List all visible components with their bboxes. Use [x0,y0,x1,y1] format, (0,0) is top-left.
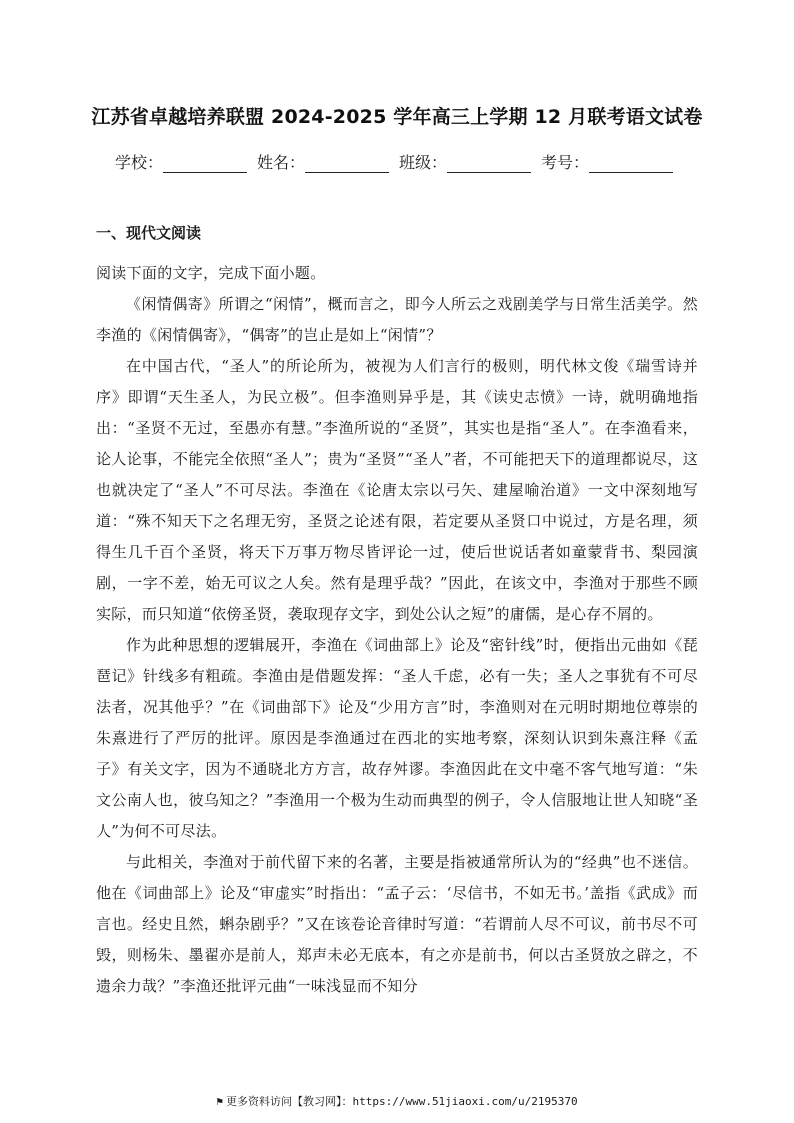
name-field[interactable] [257,150,395,173]
student-info-row [0,150,794,173]
school-field[interactable] [115,150,253,173]
paragraph-1: 《闲情偶寄》所谓之“闲情”，概而言之，即今人所云之戏剧美学与日常生活美学。然李渔的《闲情偶寄》，“偶寄”的岂止是如上“闲情”？ [96,295,698,344]
class-field[interactable] [399,150,537,173]
footer-link[interactable] [0,1093,794,1109]
paragraph-2: 在中国古代，“圣人”的所论所为，被视为人们言行的极则，明代林文俊《瑞雪诗并序》即谓“天生圣人，为民立极”。但李渔则异乎是，其《读史志愤》一诗，就明确地指出：“圣贤不无过，至愚亦有慧。”李渔所说的“圣贤”，其实也是指“圣人”。在李渔看来，论人论事，不能完全依照“圣人”；贵为“圣贤”“圣人”者，不可能把天下的道理都说尽，这也就决定了“圣人”不可尽法。李渔在《论唐太宗以弓矢、建屋喻治道》一文中深刻地写道：“殊不知天下之名理无穷，圣贤之论述有限，若定要从圣贤口中说过，方是名理，须得生几千百个圣贤，将天下万事万物尽皆评论一过，使后世说话者如童蒙背书、梨园演剧，一字不差，始无可议之人矣。然有是理乎哉？”因此，在该文中，李渔对于那些不顾实际，而只知道“依傍圣贤，袭取现存文字，到处公认之短”的庸儒，是心存不屑的。 [96,357,698,623]
exam-number-field[interactable] [541,150,679,173]
name-blank[interactable] [305,154,389,173]
school-label: 学校： [114,153,163,172]
section-heading: 一、现代文阅读 [96,224,202,242]
page-title: 江苏省卓越培养联盟 2024-2025 学年高三上学期 12 月联考语文试卷 [91,106,703,128]
reading-passage [96,258,698,1002]
name-label: 姓名： [256,153,305,172]
exam-number-blank[interactable] [589,154,673,173]
paragraph-3: 作为此种思想的逻辑展开，李渔在《词曲部上》论及“密针线”时，便指出元曲如《琵琶记》针线多有粗疏。李渔由是借题发挥：“圣人千虑，必有一失；圣人之事犹有不可尽法者，况其他乎？”在《词曲部下》论及“少用方言”时，李渔则对在元明时期地位尊崇的朱熹进行了严厉的批评。原因是李渔通过在西北的实地考察，深刻认识到朱熹注释《孟子》有关文字，因为不通晓北方方言，故存舛谬。李渔因此在文中毫不客气地写道：“朱文公南人也，彼乌知之？”李渔用一个极为生动而典型的例子，令人信服地让世人知晓“圣人”为何不可尽法。 [96,636,698,840]
flag-icon: ⚑ [216,1095,223,1108]
exam-number-label: 考号： [541,153,590,172]
class-label: 班级： [399,153,448,172]
paragraph-4: 与此相关，李渔对于前代留下来的名著，主要是指被通常所认为的“经典”也不迷信。他在《词曲部上》论及“审虚实”时指出：“孟子云：‘尽信书，不如无书。’盖指《武成》而言也。经史且然，蝌杂剧乎？”又在该卷论音律时写道：“若谓前人尽不可议，前书尽不可毁，则杨朱、墨翟亦是前人，郑声未必无底本，有之亦是前书，何以古圣贤放之辟之，不遗余力哉？”李渔还批评元曲“一味浅显而不知分 [96,853,698,995]
school-blank[interactable] [163,154,247,173]
class-blank[interactable] [447,154,531,173]
footer-text[interactable]: 更多资料访问【教习网】：https://www.51jiaoxi.com/u/2195370 [225,1095,578,1108]
instruction-text: 阅读下面的文字，完成下面小题。 [96,264,326,282]
